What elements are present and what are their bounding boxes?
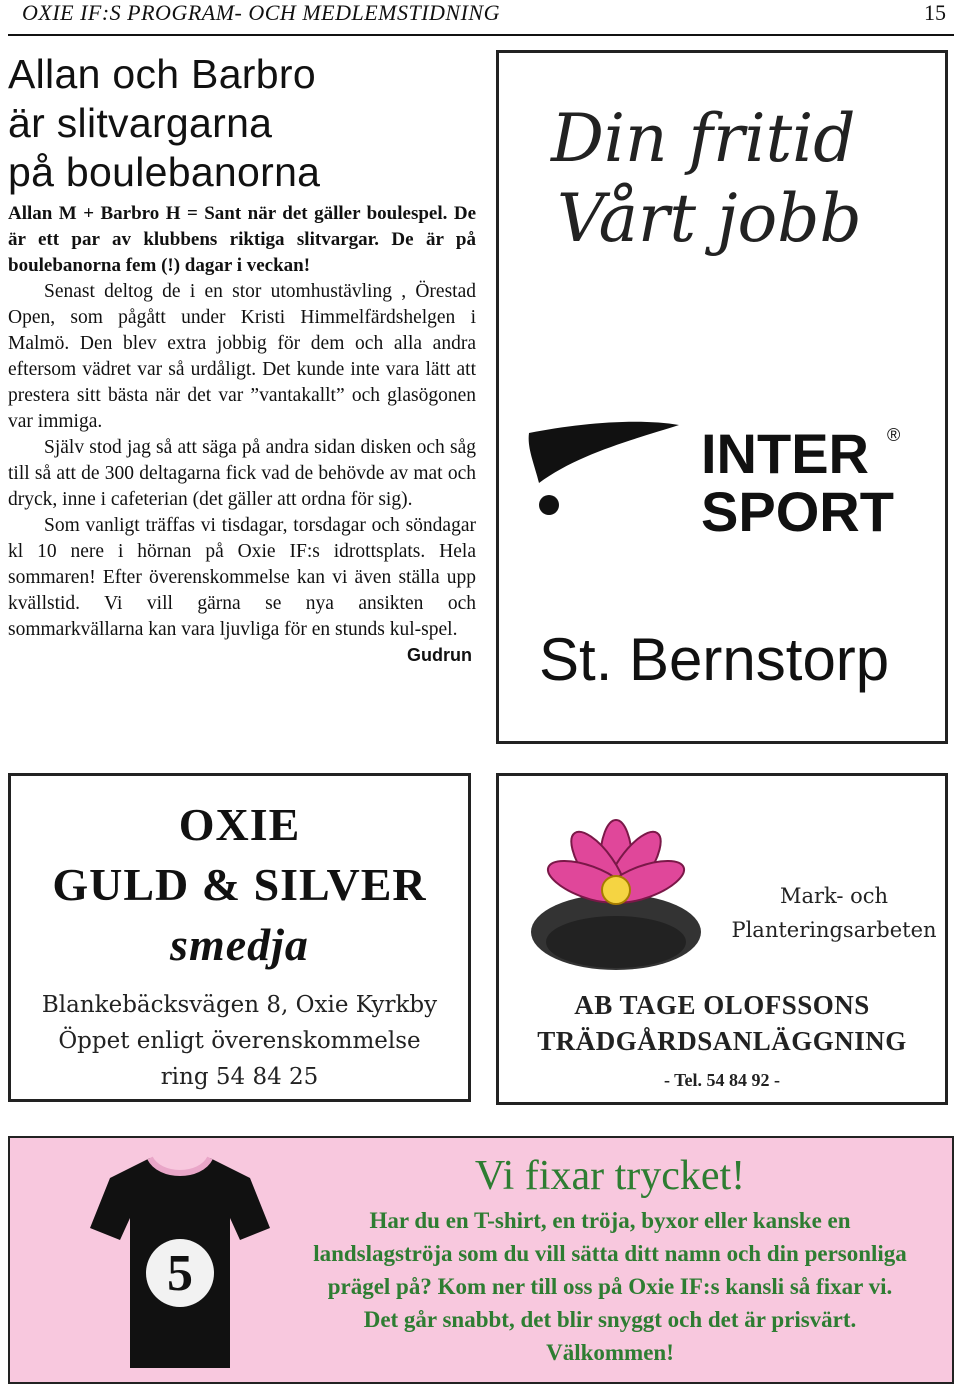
- publication-title: OXIE IF:S PROGRAM- OCH MEDLEMSTIDNING: [22, 0, 500, 25]
- shop-name: OXIE: [178, 799, 301, 850]
- print-ad-body: Har du en T-shirt, en tröja, byxor eller kanske en landslagströja som du vill sätta ditt namn och din personliga prägel på? Kom ner till oss på Oxie IF:s kansli så fixar vi. Det går snabbt, det blir snyggt och det är prisvärt. Välkommen!: [313, 1208, 907, 1365]
- garden-phone: - Tel. 54 84 92 -: [663, 1070, 780, 1090]
- garden-ad: [496, 773, 948, 1105]
- tshirt-icon: [90, 1148, 270, 1374]
- intersport-logo: [519, 413, 929, 553]
- article-lead: Allan M + Barbro H = Sant när det gäller boulespel. De är ett par av klubbens riktiga slitvargar. De är på boulebanorna fem (!) dagar i veckan!: [8, 203, 476, 276]
- headline-line: på boulebanorna: [8, 149, 321, 195]
- goldsmith-ad: [8, 773, 471, 1102]
- headline-line: är slitvargarna: [8, 100, 273, 146]
- article: [8, 50, 476, 666]
- ad-slogan-line: Vårt jobb: [557, 180, 862, 257]
- article-paragraph: Som vanligt träffas vi tisdagar, torsdagar och söndagar kl 10 nere i hörnan på Oxie IF:s idrottsplats. Hela sommaren! Efter överenskommelse kan vi även ställa upp kvällstid. Vi vill gärna se nya ansikten och sommarkvällarna kan vara ljuvliga för en stunds kul-spel.: [8, 515, 476, 640]
- ad-slogan-line: Din fritid: [551, 100, 856, 177]
- headline-line: Allan och Barbro: [8, 51, 316, 97]
- print-ad-title: Vi fixar trycket!: [474, 1153, 746, 1199]
- garden-tagline: Planteringsarbeten: [731, 918, 937, 942]
- page-number: 15: [924, 0, 946, 25]
- logo-text-inter: INTER: [701, 422, 869, 485]
- logo-text-sport: SPORT: [701, 480, 894, 543]
- intersport-ad: [496, 50, 948, 744]
- water-lily-icon: [521, 792, 711, 982]
- shop-subtitle: GULD & SILVER: [52, 859, 427, 910]
- shirt-number: 5: [167, 1245, 193, 1302]
- shop-phone: ring 54 84 25: [160, 1064, 319, 1090]
- article-headline: [8, 50, 476, 197]
- article-paragraph: Senast deltog de i en stor utomhustävling , Örestad Open, som pågått under Kristi Himmelfärdshelgen i Malmö. Den blev extra jobbig för dem och alla andra eftersom vädret var så urdåligt. Det kunde inte vara lätt att prestera sitt bästa när det var ”vantakallt” och glasögonen var immiga.: [8, 281, 476, 432]
- garden-company: AB TAGE OLOFSSONS: [574, 990, 870, 1020]
- shop-address: Blankebäcksvägen 8, Oxie Kyrkby: [41, 992, 438, 1018]
- article-paragraph: Själv stod jag så att säga på andra sidan disken och såg till så att de 300 deltagarna fick vad de behövde av mat och dryck, inne i cafeterian (det gäller att ordna för sig).: [8, 437, 476, 510]
- store-location: St. Bernstorp: [539, 626, 890, 693]
- garden-tagline: Mark- och: [779, 884, 889, 908]
- garden-company: TRÄDGÅRDSANLÄGGNING: [537, 1026, 907, 1056]
- header-divider: [8, 34, 954, 36]
- print-ad: [8, 1136, 954, 1384]
- shop-subtitle-smedja: smedja: [170, 919, 309, 970]
- shop-hours: Öppet enligt överenskommelse: [58, 1028, 421, 1054]
- article-signature: Gudrun: [407, 645, 472, 665]
- registered-mark: ®: [887, 425, 901, 445]
